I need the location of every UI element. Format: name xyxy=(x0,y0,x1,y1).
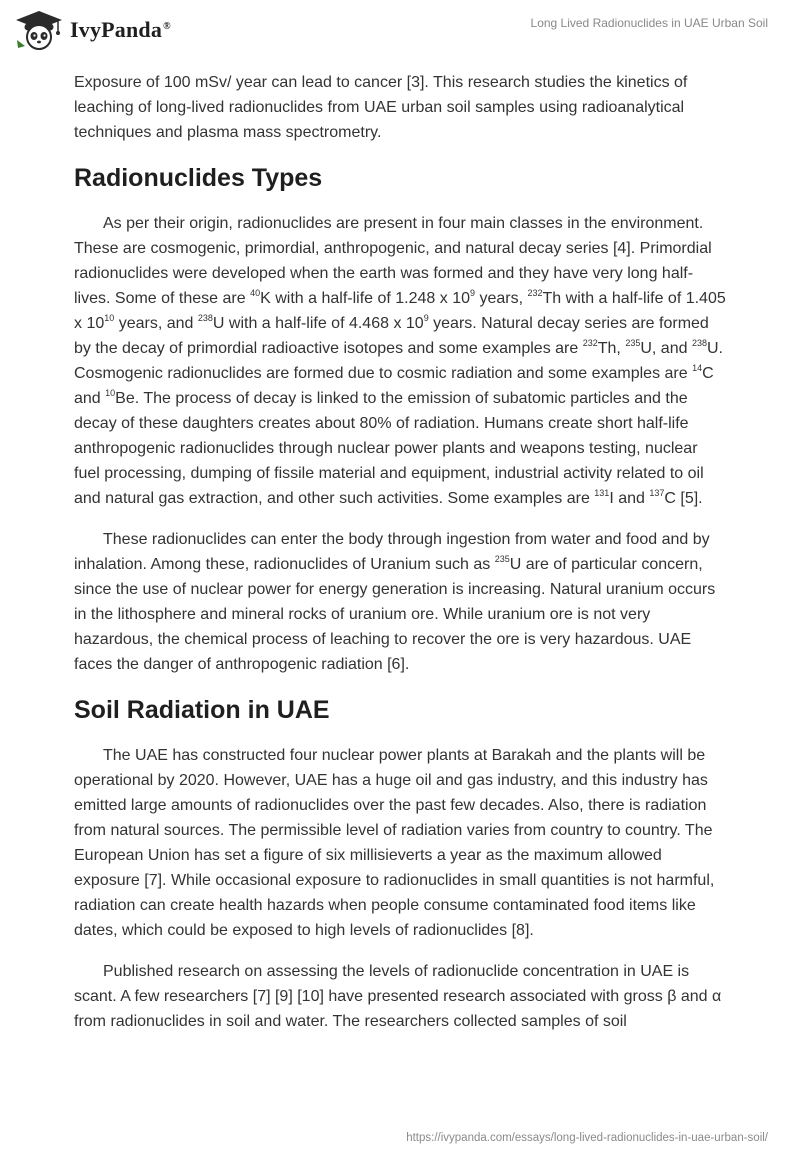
heading-radionuclides-types: Radionuclides Types xyxy=(74,164,323,192)
paragraph-intro: Exposure of 100 mSv/ year can lead to cancer [3]. This research studies the kinetics of leaching of long-lived radionuclides from UAE urban soil samples using radioanalytical techniques and plasma mass spectrometry. xyxy=(74,74,688,141)
ivypanda-logo[interactable] xyxy=(14,10,171,50)
superscript: 10 xyxy=(105,388,116,398)
superscript: 238 xyxy=(691,338,707,348)
heading-soil-radiation: Soil Radiation in UAE xyxy=(74,696,330,724)
brand-name: IvyPanda® xyxy=(70,17,171,42)
essay-content xyxy=(74,70,726,1050)
superscript: 131 xyxy=(594,488,610,498)
superscript: 235 xyxy=(625,338,641,348)
superscript: 9 xyxy=(470,288,476,298)
paragraph-uae-plants: The UAE has constructed four nuclear power plants at Barakah and the plants will be operational by 2020. However, UAE has a huge oil and gas industry, and this industry has emitted large amounts of radionuclides over the past few decades. Also, there is radiation from natural sources. The permissible level of radiation varies from country to country. The European Union has set a figure of six millisieverts a year as the maximum allowed exposure [7]. While occasional exposure to radionuclides in small quantities is not harmful, radiation can create health hazards when people consume contaminated food items like dates, which could be exposed to high levels of radionuclides [8]. xyxy=(74,747,715,939)
superscript: 232 xyxy=(527,288,543,298)
superscript: 10 xyxy=(104,313,115,323)
superscript: 14 xyxy=(692,363,703,373)
superscript: 137 xyxy=(649,488,665,498)
page-header xyxy=(0,0,800,64)
superscript: 40 xyxy=(250,288,261,298)
registered-mark: ® xyxy=(163,20,171,32)
source-url[interactable]: https://ivypanda.com/essays/long-lived-radionuclides-in-uae-urban-soil/ xyxy=(406,1132,768,1144)
paragraph-radionuclides-classes: As per their origin, radionuclides are present in four main classes in the environment. These are cosmogenic, primordial, anthropogenic, and natural decay series [4]. Primordial radionuclides were developed when the earth was formed and they have very long half-lives. Some of these are $^{40}$K with a half-life of 1.248 x $10^9$ years, $^{232}$Th with a half-life of 1.405 x $10^{10}$ years, and $^{238}$U with a half-life of 4.468 x $10^9$ years. Natural decay series are formed by the decay of primordial radioactive isotopes and some examples are $^{232}$Th, $^{235}$U, and $^{238}$U. Cosmogenic radionuclides are formed due to cosmic radiation and some examples are $^{14}$C and $^{10}$Be. The process of decay is linked to the emission of subatomic particles and the decay of these daughters creates about 80% of radiation. Humans create short half-life anthropogenic radionuclides through nuclear power plants and weapons testing, nuclear fuel processing, dumping of fissile material and equipment, industrial activity related to oil and natural gas extraction, and other such activities. Some examples are $^{131}$I and $^{137}$C [5]. xyxy=(74,215,726,507)
paragraph-ingestion: These radionuclides can enter the body through ingestion from water and food and by inhalation. Among these, radionuclides of Uranium such as $^{235}$U are of particular concern, since the use of nuclear power for energy generation is increasing. Natural uranium occurs in the lithosphere and mineral rocks of uranium ore. While uranium ore is not very hazardous, the chemical process of leaching to recover the ore is very hazardous. UAE faces the danger of anthropogenic radiation [6]. xyxy=(74,531,716,673)
paragraph-published-research: Published research on assessing the levels of radionuclide concentration in UAE is scant. A few researchers [7] [9] [10] have presented research associated with gross β and α from radionuclides in soil and water. The researchers collected samples of soil xyxy=(74,963,722,1030)
document-title: Long Lived Radionuclides in UAE Urban Soil xyxy=(530,16,768,30)
superscript: 9 xyxy=(423,313,429,323)
superscript: 232 xyxy=(582,338,598,348)
panda-graduate-icon xyxy=(14,10,64,50)
superscript: 235 xyxy=(494,554,510,564)
superscript: 238 xyxy=(197,313,213,323)
